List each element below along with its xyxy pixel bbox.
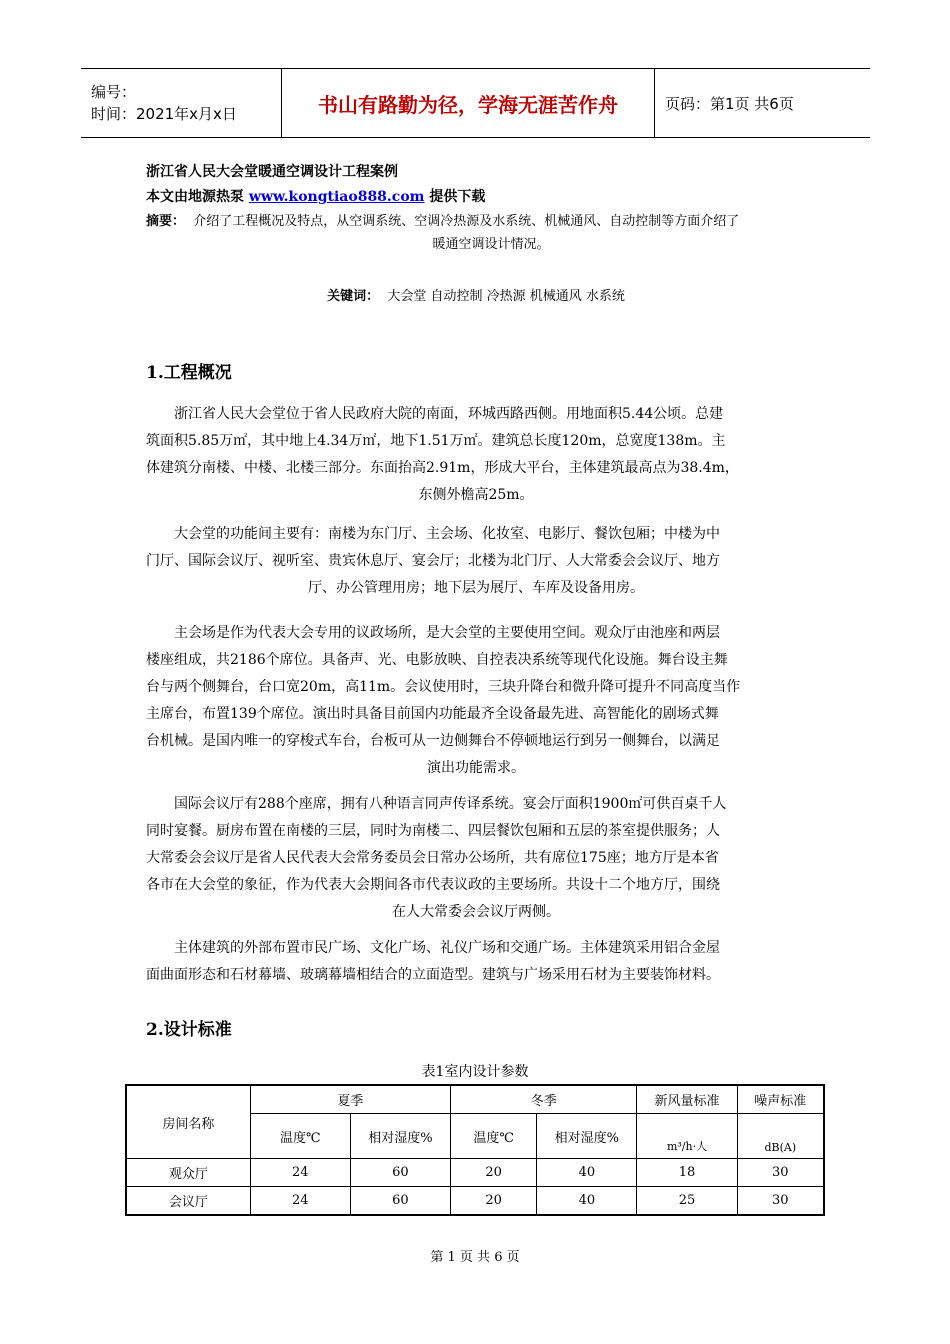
cell-value: 30 <box>737 1187 824 1216</box>
cell-value: 24 <box>250 1159 350 1187</box>
paragraph-2 <box>146 521 806 602</box>
page-footer: 第 1 页 共 6 页 <box>430 1250 520 1265</box>
cell-room: 会议厅 <box>126 1187 250 1216</box>
header-motto: 书山有路勤为径，学海无涯苦作舟 <box>281 69 655 137</box>
p1-line: 筑面积5.85万㎡，其中地上4.34万㎡，地下1.51万㎡。建筑总长度120m，总宽度138m。主 <box>146 433 726 449</box>
keywords-label: 关键词： <box>327 289 380 304</box>
page-header <box>81 68 870 138</box>
p1-line: 东侧外檐高25m。 <box>418 487 534 503</box>
p1-line: 体建筑分南楼、中楼、北楼三部分。东面抬高2.91m，形成大平台，主体建筑最高点为38.4m， <box>146 460 739 476</box>
header-summer: 夏季 <box>250 1085 450 1114</box>
source-prefix: 本文由地源热泵 <box>146 189 244 205</box>
header-meta <box>81 69 281 137</box>
header-noise: 噪声标准 <box>737 1085 824 1114</box>
p3-line: 台与两个侧舞台，台口宽20m，高11m。会议使用时，三块升降台和微升降可提升不同高度当作 <box>146 679 741 695</box>
p5-line: 主体建筑的外部布置市民广场、文化广场、礼仪广场和交通广场。主体建筑采用铝合金屋 <box>174 940 720 956</box>
p2-line: 门厅、国际会议厅、视听室、贵宾休息厅、宴会厅；北楼为北门厅、人大常委会会议厅、地方 <box>146 553 720 569</box>
p3-line: 演出功能需求。 <box>427 760 525 776</box>
header-summer-temp: 温度℃ <box>250 1114 350 1159</box>
paragraph-1 <box>146 401 806 509</box>
p3-line: 楼座组成，共2186个席位。具备声、光、电影放映、自控表决系统等现代化设施。舞台设主舞 <box>146 652 728 668</box>
abstract-line-2: 暖通空调设计情况。 <box>432 237 550 252</box>
header-page-label: 页码：第1页 共6页 <box>665 94 794 113</box>
p2-line: 厅、办公管理用房；地下层为展厅、车库及设备用房。 <box>308 580 644 596</box>
section-2-heading: 2.设计标准 <box>146 1020 232 1040</box>
header-summer-humidity: 相对湿度% <box>350 1114 450 1159</box>
doc-time-label: 时间：2021年x月x日 <box>91 105 237 123</box>
p3-line: 主席台，布置139个席位。演出时具备目前国内功能最齐全设备最先进、高智能化的剧场式舞 <box>146 706 719 722</box>
cell-value: 60 <box>350 1187 450 1216</box>
table-row <box>126 1159 824 1187</box>
p3-line: 台机械。是国内唯一的穿梭式车台，台板可从一边侧舞台不停顿地运行到另一侧舞台，以满足 <box>146 733 720 749</box>
doc-title: 浙江省人民大会堂暖通空调设计工程案例 <box>146 164 398 180</box>
cell-value: 60 <box>350 1159 450 1187</box>
cell-value: 18 <box>637 1159 737 1187</box>
cell-value: 20 <box>450 1159 536 1187</box>
abstract <box>146 210 806 256</box>
p3-line: 主会场是作为代表大会专用的议政场所，是大会堂的主要使用空间。观众厅由池座和两层 <box>174 625 720 641</box>
p4-line: 同时宴餐。厨房布置在南楼的三层，同时为南楼二、四层餐饮包厢和五层的茶室提供服务；人 <box>146 823 720 839</box>
cell-value: 30 <box>737 1159 824 1187</box>
header-winter-humidity: 相对湿度% <box>537 1114 637 1159</box>
p4-line: 在人大常委会会议厅两侧。 <box>392 904 560 920</box>
header-winter-temp: 温度℃ <box>450 1114 536 1159</box>
doc-source <box>146 186 485 206</box>
cell-value: 24 <box>250 1187 350 1216</box>
p4-line: 国际会议厅有288个座席，拥有八种语言同声传译系统。宴会厅面积1900㎡可供百桌千人 <box>174 796 727 812</box>
source-suffix: 提供下载 <box>429 189 486 205</box>
table-row <box>126 1187 824 1216</box>
cell-room: 观众厅 <box>126 1159 250 1187</box>
p2-line: 大会堂的功能间主要有：南楼为东门厅、主会场、化妆室、电影厅、餐饮包厢；中楼为中 <box>174 526 720 542</box>
header-fresh-air: 新风量标准 <box>637 1085 737 1114</box>
section-1-heading: 1.工程概况 <box>146 363 232 383</box>
header-fresh-air-unit: m³/h·人 <box>637 1114 737 1159</box>
paragraph-5 <box>146 935 806 989</box>
keywords <box>146 285 806 304</box>
keywords-list: 大会堂 自动控制 冷热源 机械通风 水系统 <box>387 289 625 304</box>
design-parameters-table <box>125 1084 825 1216</box>
header-room-name: 房间名称 <box>126 1085 250 1159</box>
doc-number-label: 编号： <box>91 83 137 101</box>
p5-line: 面曲面形态和石材幕墙、玻璃幕墙相结合的立面造型。建筑与广场采用石材为主要装饰材料。 <box>146 967 720 983</box>
paragraph-4 <box>146 791 806 926</box>
p4-line: 大常委会会议厅是省人民代表大会常务委员会日常办公场所，共有席位175座；地方厅是本省 <box>146 850 719 866</box>
header-noise-unit: dB(A) <box>737 1114 824 1159</box>
paragraph-3 <box>146 620 806 782</box>
cell-value: 25 <box>637 1187 737 1216</box>
table-caption: 表1室内设计参数 <box>421 1064 529 1080</box>
cell-value: 20 <box>450 1187 536 1216</box>
p1-line: 浙江省人民大会堂位于省人民政府大院的南面，环城西路西侧。用地面积5.44公顷。总建 <box>174 406 724 422</box>
p4-line: 各市在大会堂的象征，作为代表大会期间各市代表议政的主要场所。共设十二个地方厅，围绕 <box>146 877 720 893</box>
header-winter: 冬季 <box>450 1085 636 1114</box>
source-link[interactable]: www.kongtiao888.com <box>248 189 425 205</box>
abstract-label: 摘要： <box>146 214 186 229</box>
cell-value: 40 <box>537 1187 637 1216</box>
cell-value: 40 <box>537 1159 637 1187</box>
abstract-line-1: 介绍了工程概况及特点，从空调系统、空调冷热源及水系统、机械通风、自动控制等方面介绍了 <box>193 214 740 229</box>
